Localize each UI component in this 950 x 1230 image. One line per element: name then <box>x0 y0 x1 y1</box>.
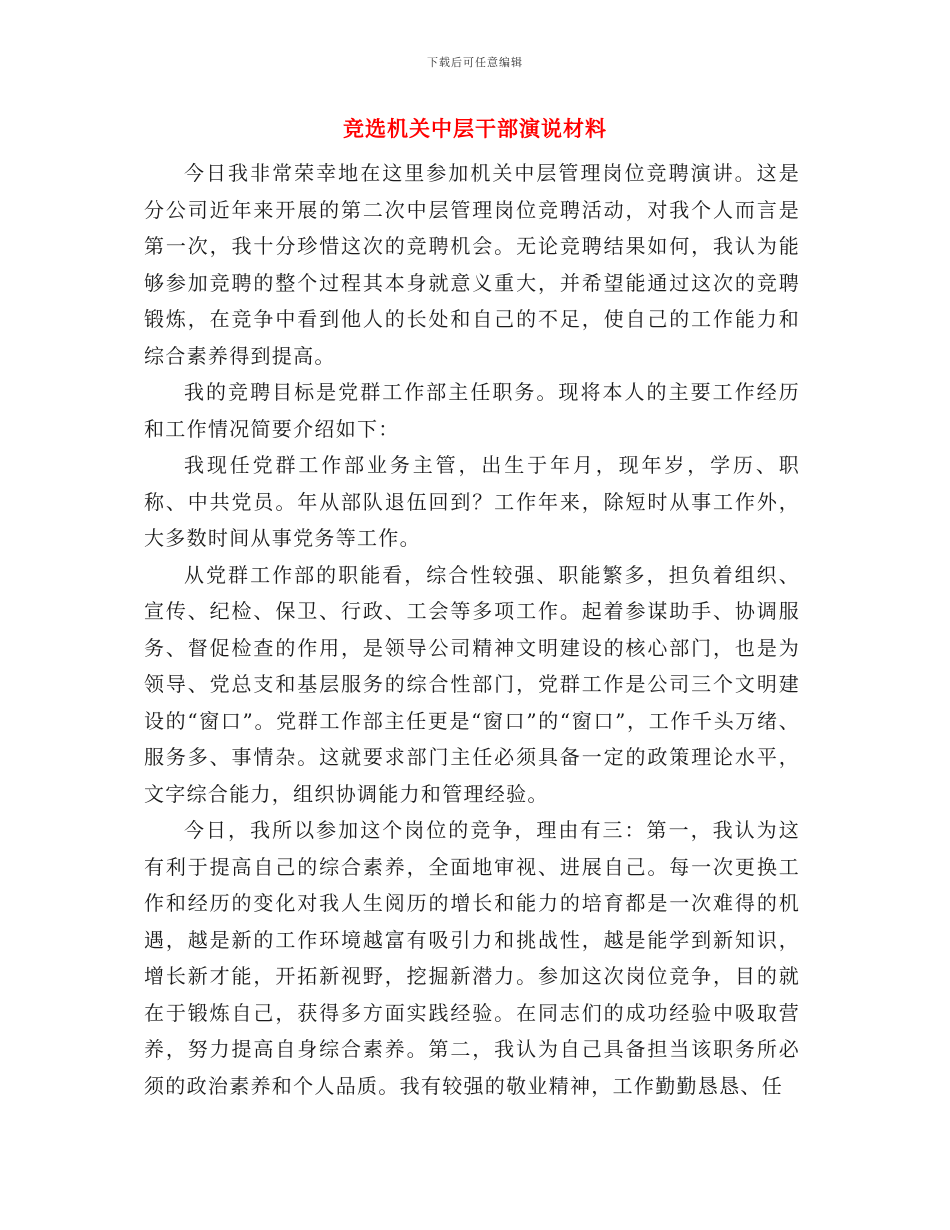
document-body <box>144 155 800 1104</box>
body-paragraph: 从党群工作部的职能看，综合性较强、职能繁多，担负着组织、宣传、纪检、保卫、行政、工会等多项工作。起着参谋助手、协调服务、督促检查的作用，是领导公司精神文明建设的核心部门，也是为领导、党总支和基层服务的综合性部门，党群工作是公司三个文明建设的“窗口”。党群工作部主任更是“窗口”的“窗口”，工作千头万绪、服务多、事情杂。这就要求部门主任必须具备一定的政策理论水平，文字综合能力，组织协调能力和管理经验。 <box>144 562 800 806</box>
document-title: 竞选机关中层干部演说材料 <box>343 117 607 141</box>
body-paragraph: 我现任党群工作部业务主管，出生于年月，现年岁，学历、职称、中共党员。年从部队退伍回到？工作年来，除短时从事工作外，大多数时间从事党务等工作。 <box>144 453 800 550</box>
body-paragraph: 今日，我所以参加这个岗位的竞争，理由有三：第一，我认为这有利于提高自己的综合素养，全面地审视、进展自己。每一次更换工作和经历的变化对我人生阅历的增长和能力的培育都是一次难得的机遇，越是新的工作环境越富有吸引力和挑战性，越是能学到新知识，增长新才能，开拓新视野，挖掘新潜力。参加这次岗位竞争，目的就在于锻炼自己，获得多方面实践经验。在同志们的成功经验中吸取营养，努力提高自身综合素养。第二，我认为自己具备担当该职务所必须的政治素养和个人品质。我有较强的敬业精神，工作勤勤恳恳、任 <box>144 818 800 1098</box>
body-paragraph: 我的竞聘目标是党群工作部主任职务。现将本人的主要工作经历和工作情况简要介绍如下： <box>144 380 800 441</box>
body-paragraph: 今日我非常荣幸地在这里参加机关中层管理岗位竞聘演讲。这是分公司近年来开展的第二次中层管理岗位竞聘活动，对我个人而言是第一次，我十分珍惜这次的竞聘机会。无论竞聘结果如何，我认为能够参加竞聘的整个过程其本身就意义重大，并希望能通过这次的竞聘锻炼，在竞争中看到他人的长处和自己的不足，使自己的工作能力和综合素养得到提高。 <box>144 161 800 368</box>
page-header-note: 下载后可任意编辑 <box>427 56 523 69</box>
